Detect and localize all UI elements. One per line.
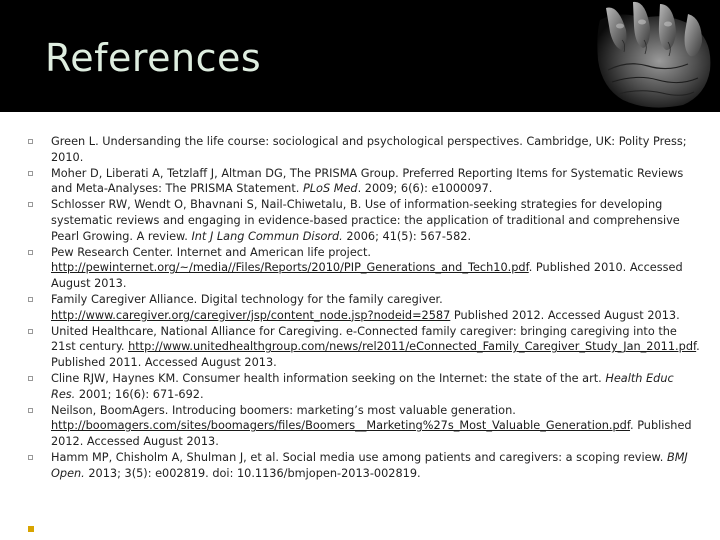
square-bullet-icon — [28, 171, 33, 176]
hand-photo-image — [588, 0, 720, 112]
square-bullet-icon — [28, 250, 33, 255]
square-bullet-icon — [28, 297, 33, 302]
reference-text: Cline RJW, Haynes KM. Consumer health information seeking on the Internet: the state of the art. — [51, 371, 606, 385]
reference-journal: Int J Lang Commun Disord. — [191, 229, 343, 243]
square-bullet-icon — [28, 202, 33, 207]
reference-text: Moher D, Liberati A, Tetzlaff J, Altman DG, The PRISMA Group. Preferred Reporting Items for Systematic Reviews and Meta-Analyses: The PRISMA Statement. — [51, 166, 684, 196]
header-bar — [0, 0, 720, 112]
reference-text: . 2009; 6(6): e1000097. — [357, 182, 493, 196]
reference-journal: PLoS Med — [302, 182, 358, 196]
square-bullet-icon — [28, 376, 33, 381]
reference-text: . Published 2010. Accessed August 2013. — [51, 261, 683, 291]
reference-item — [28, 134, 700, 166]
reference-item — [28, 292, 700, 324]
reference-text: 2013; 3(5): e002819. doi: 10.1136/bmjopen-2013-002819. — [84, 466, 421, 480]
reference-link[interactable]: http://www.caregiver.org/caregiver/jsp/content_node.jsp?nodeid=2587 — [51, 308, 451, 322]
references-list — [28, 134, 700, 482]
reference-text: Hamm MP, Chisholm A, Shulman J, et al. Social media use among patients and caregivers: a scoping review. — [51, 450, 667, 464]
reference-text: . Published 2012. Accessed August 2013. — [51, 419, 692, 449]
reference-text: Schlosser RW, Wendt O, Bhavnani S, Nail-Chiwetalu, B. Use of information-seeking strategies for developing systematic reviews and engaging in evidence-based practice: the application of traditional and comprehensive Pearl Growing. A review. — [51, 198, 680, 243]
reference-item — [28, 371, 700, 403]
reference-link[interactable]: http://boomagers.com/sites/boomagers/files/Boomers__Marketing%27s_Most_Valuable_Generation.pdf — [51, 419, 631, 433]
square-bullet-icon — [28, 139, 33, 144]
reference-journal: BMJ Open. — [51, 450, 688, 480]
reference-item — [28, 245, 700, 292]
reference-link[interactable]: http://www.unitedhealthgroup.com/news/rel2011/eConnected_Family_Caregiver_Study_Jan_2011.pdf — [128, 340, 697, 354]
reference-journal: Health Educ Res. — [51, 371, 674, 401]
square-bullet-icon — [28, 329, 33, 334]
reference-text: Neilson, BoomAgers. Introducing boomers: marketing’s most valuable generation. — [51, 403, 516, 417]
reference-text: 2006; 41(5): 567-582. — [342, 229, 472, 243]
reference-text: United Healthcare, National Alliance for Caregiving. e-Connected family caregiver: bringing caregiving into the 21st century. — [51, 324, 677, 354]
empty-bullet-marker — [28, 526, 34, 532]
reference-item — [28, 403, 700, 450]
reference-text: 2001; 16(6): 671-692. — [75, 387, 204, 401]
reference-text: Green L. Undersanding the life course: sociological and psychological perspectives. Cambridge, UK: Polity Press; 2010. — [51, 135, 687, 164]
reference-item — [28, 324, 700, 371]
reference-item — [28, 197, 700, 244]
square-bullet-icon — [28, 455, 33, 460]
reference-link[interactable]: http://pewinternet.org/~/media//Files/Reports/2010/PIP_Generations_and_Tech10.pdf — [51, 261, 529, 275]
page-title: References — [45, 36, 262, 80]
reference-text: . Published 2011. Accessed August 2013. — [51, 340, 700, 370]
reference-text: Pew Research Center. Internet and American life project. — [51, 245, 372, 259]
reference-text: Published 2012. Accessed August 2013. — [450, 308, 680, 322]
reference-text: Family Caregiver Alliance. Digital technology for the family caregiver. — [51, 292, 443, 306]
reference-item — [28, 450, 700, 482]
square-bullet-icon — [28, 408, 33, 413]
reference-item — [28, 166, 700, 198]
